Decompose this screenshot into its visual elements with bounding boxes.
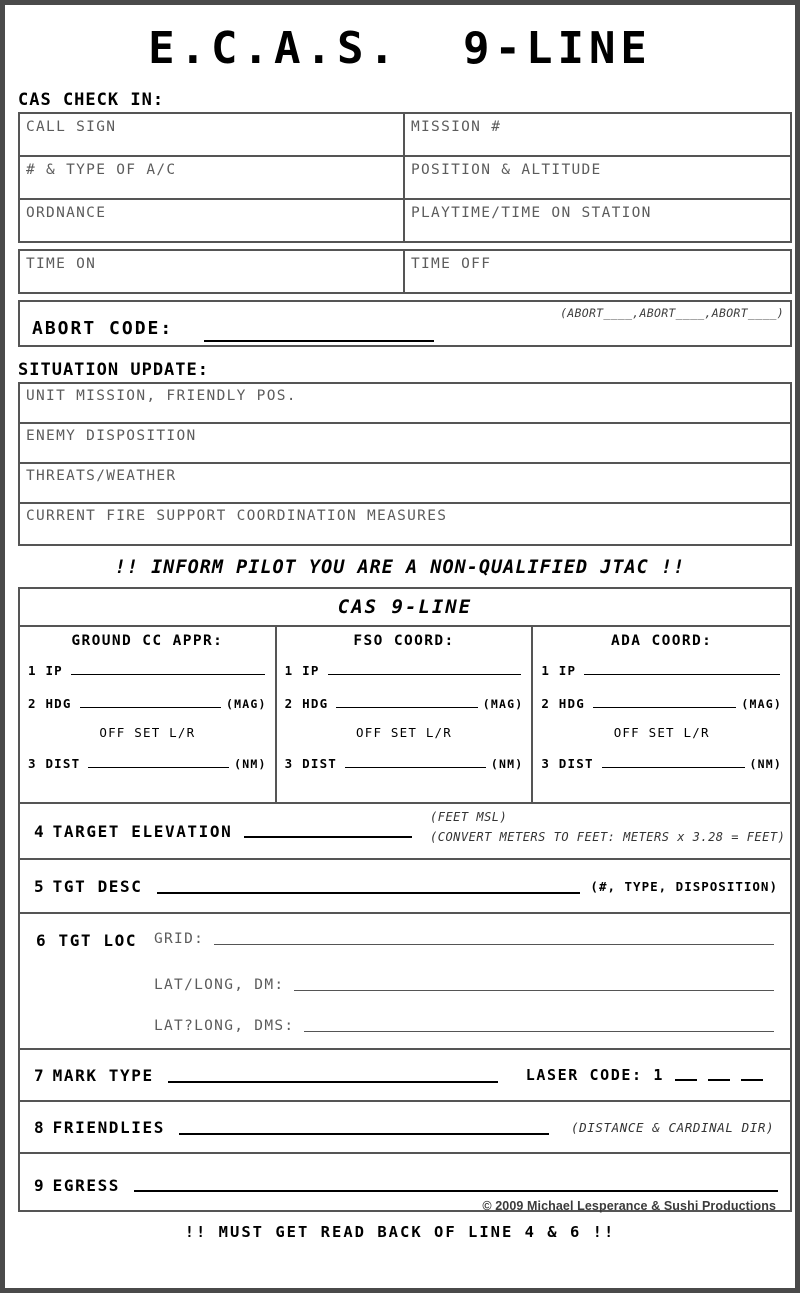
line-6-latlong-dms-row: [154, 1018, 774, 1034]
abort-code-note: (ABORT____,ABORT____,ABORT____): [560, 306, 784, 320]
line-label: TARGET ELEVATION: [52, 822, 233, 841]
field-input-ip[interactable]: [328, 674, 522, 675]
line-number: 8: [34, 1117, 45, 1137]
table-row: [20, 114, 790, 157]
table-row: [20, 157, 790, 200]
abort-code-box: [18, 300, 792, 347]
cell-type-of-aircraft[interactable]: # & TYPE OF A/C: [20, 157, 405, 198]
line-label: EGRESS: [52, 1176, 121, 1195]
field-unit-mag: (MAG): [226, 697, 267, 711]
line-label: TGT DESC: [52, 876, 143, 896]
field-dist: [541, 756, 782, 771]
field-hdg: [541, 696, 782, 711]
cas-nine-line-title: CAS 9-LINE: [20, 589, 790, 627]
line-4-input[interactable]: [244, 836, 412, 838]
field-label-ip: 1 IP: [541, 663, 577, 678]
field-hdg: [285, 696, 524, 711]
field-input-hdg[interactable]: [336, 707, 477, 708]
field-dist: [285, 756, 524, 771]
laser-code-digit-2[interactable]: [708, 1079, 730, 1081]
row-threats-weather[interactable]: THREATS/WEATHER: [20, 464, 790, 504]
row-fire-support-measures[interactable]: CURRENT FIRE SUPPORT COORDINATION MEASURES: [26, 508, 448, 524]
sub-label-latlong-dms: LAT?LONG, DMS:: [154, 1018, 295, 1034]
field-label-hdg: 2 HDG: [28, 696, 72, 711]
field-label-dist: 3 DIST: [541, 756, 594, 771]
inform-pilot-banner: !! INFORM PILOT YOU ARE A NON-QUALIFIED JTAC !!: [114, 557, 686, 578]
line-8-friendlies: [20, 1102, 790, 1154]
table-row: [20, 200, 790, 241]
column-heading: GROUND CC APPR:: [71, 633, 224, 649]
line-number: 7: [34, 1065, 45, 1085]
line-6-tgt-loc: [20, 914, 790, 1050]
field-label-offset: OFF SET L/R: [356, 725, 452, 740]
field-dist: [28, 756, 267, 771]
cell-time-off[interactable]: TIME OFF: [411, 256, 492, 272]
line-6-grid-row: [154, 931, 774, 947]
line-9-main: [30, 1154, 780, 1195]
line-8-note: (DISTANCE & CARDINAL DIR): [570, 1119, 775, 1135]
line-4-target-elevation: [20, 804, 790, 860]
row-enemy-disposition[interactable]: ENEMY DISPOSITION: [20, 424, 790, 464]
line-4-main: [34, 822, 412, 841]
field-input-ip[interactable]: [71, 674, 265, 675]
line-5-input[interactable]: [157, 892, 581, 894]
field-ip: [285, 663, 524, 678]
abort-code-field[interactable]: [204, 340, 434, 342]
field-label-hdg: 2 HDG: [541, 696, 585, 711]
table-row: [20, 251, 790, 292]
field-input-dist[interactable]: [345, 767, 486, 768]
line-number: 6: [36, 931, 48, 950]
line-9-egress: [20, 1154, 790, 1213]
line-6-latlong-dm-input[interactable]: [294, 990, 774, 991]
field-input-hdg[interactable]: [80, 707, 221, 708]
field-label-offset: OFF SET L/R: [613, 725, 710, 740]
laser-code-group: [526, 1066, 763, 1084]
copyright-notice: © 2009 Michael Lesperance & Sushi Productions: [482, 1199, 776, 1213]
field-label-ip: 1 IP: [284, 663, 320, 678]
cell-ordnance[interactable]: ORDNANCE: [20, 200, 405, 241]
line-label: FRIENDLIES: [52, 1117, 165, 1137]
cell-playtime-time-on-station[interactable]: PLAYTIME/TIME ON STATION: [411, 205, 652, 221]
line-7-input[interactable]: [168, 1081, 498, 1083]
field-input-dist[interactable]: [88, 767, 229, 768]
sub-label-latlong-dm: LAT/LONG, DM:: [154, 977, 285, 993]
time-on-off-table: [18, 249, 792, 294]
column-ada-coord: [533, 627, 790, 802]
column-fso-coord: [277, 627, 534, 802]
section-heading-cas-check-in: CAS CHECK IN:: [18, 90, 165, 110]
sub-label-grid: GRID:: [154, 931, 205, 947]
field-unit-nm: (NM): [234, 757, 267, 771]
page-title: E.C.A.S. 9-LINE: [148, 23, 652, 74]
field-label-hdg: 2 HDG: [284, 696, 329, 711]
field-unit-mag: (MAG): [482, 697, 524, 711]
line-6-header: [36, 931, 137, 950]
field-label-offset: OFF SET L/R: [99, 725, 196, 740]
field-label-ip: 1 IP: [28, 663, 63, 678]
line-number: 9: [34, 1176, 45, 1195]
coordination-columns: [20, 627, 790, 804]
line-6-latlong-dms-input[interactable]: [304, 1031, 774, 1032]
column-ground-cc-appr: [20, 627, 277, 802]
field-unit-nm: (NM): [490, 757, 524, 771]
line-4-note-feet-msl: (FEET MSL): [430, 810, 508, 824]
line-8-input[interactable]: [179, 1133, 549, 1135]
column-heading: FSO COORD:: [353, 633, 455, 649]
footer-read-back-note: !! MUST GET READ BACK OF LINE 4 & 6 !!: [184, 1223, 616, 1241]
situation-update-table: [18, 382, 792, 546]
field-ip: [28, 663, 267, 678]
laser-code-label: LASER CODE: 1: [525, 1066, 664, 1084]
line-7-mark-type: [20, 1050, 790, 1102]
line-number: 4: [34, 822, 45, 841]
cell-position-altitude[interactable]: POSITION & ALTITUDE: [411, 162, 602, 178]
laser-code-digit-3[interactable]: [741, 1079, 763, 1081]
line-label: MARK TYPE: [52, 1065, 154, 1085]
field-input-dist[interactable]: [602, 767, 745, 768]
abort-code-label: ABORT CODE:: [32, 318, 174, 339]
line-5-tgt-desc: [20, 860, 790, 914]
row-unit-mission[interactable]: UNIT MISSION, FRIENDLY POS.: [20, 384, 790, 424]
field-input-hdg[interactable]: [593, 707, 736, 708]
cell-time-on[interactable]: TIME ON: [20, 251, 405, 292]
field-hdg: [28, 696, 267, 711]
line-9-input[interactable]: [134, 1190, 778, 1192]
laser-code-digit-1[interactable]: [675, 1079, 697, 1081]
cell-mission-number[interactable]: MISSION #: [411, 119, 502, 135]
section-heading-situation-update: SITUATION UPDATE:: [18, 360, 209, 380]
field-label-dist: 3 DIST: [284, 756, 338, 771]
column-heading: ADA COORD:: [611, 633, 713, 649]
field-unit-mag: (MAG): [741, 697, 783, 711]
line-label: TGT LOC: [58, 931, 138, 950]
page-inner: [5, 5, 795, 1288]
cas-check-in-table: [18, 112, 792, 243]
line-6-grid-input[interactable]: [214, 944, 774, 945]
line-number: 5: [34, 876, 45, 896]
field-label-dist: 3 DIST: [28, 756, 81, 771]
field-unit-nm: (NM): [749, 757, 783, 771]
field-ip: [541, 663, 782, 678]
field-input-ip[interactable]: [584, 674, 780, 675]
line-4-note-conversion: (CONVERT METERS TO FEET: METERS x 3.28 = FEET): [430, 830, 786, 844]
line-6-latlong-dm-row: [154, 977, 774, 993]
cas-nine-line-block: [18, 587, 792, 1212]
line-5-note: (#, TYPE, DISPOSITION): [590, 878, 778, 894]
cell-call-sign[interactable]: CALL SIGN: [20, 114, 405, 155]
